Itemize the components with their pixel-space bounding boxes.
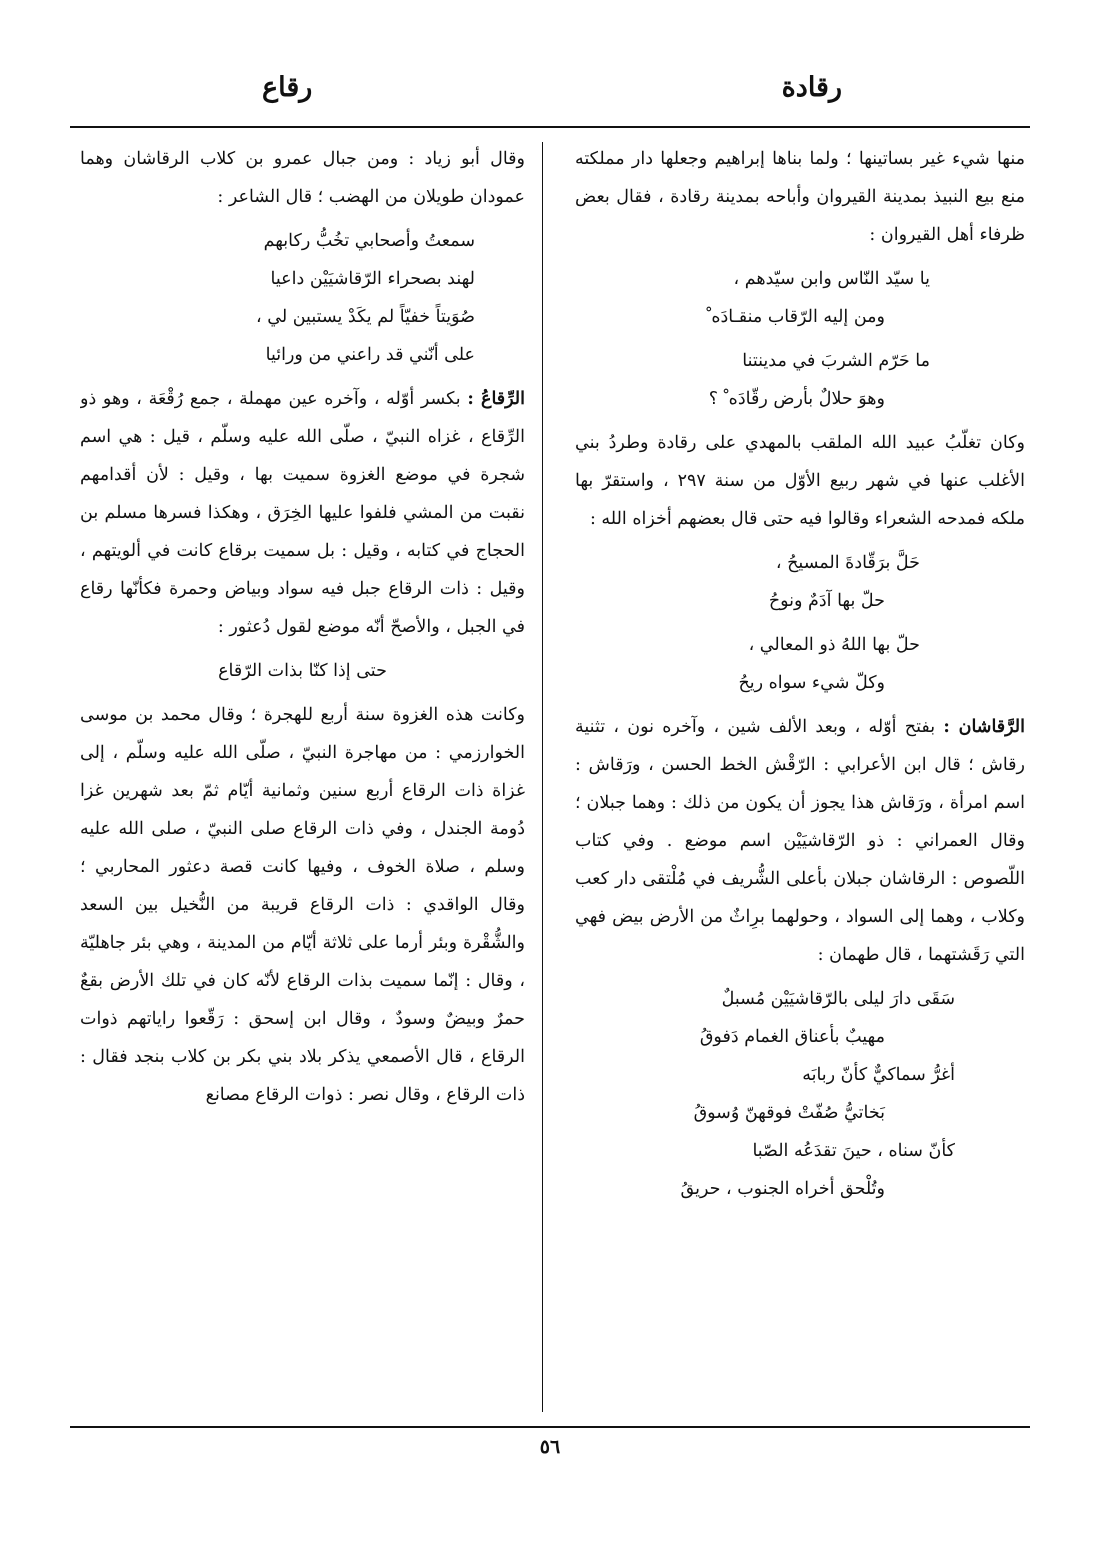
- verse-line: سَقَى دارَ ليلى بالرّقاشيَيْن مُسبلٌ: [721, 989, 955, 1009]
- verse-line: بَخاتيُّ صُفّتْ فوقهنّ وُسوقُ: [693, 1103, 885, 1123]
- verse-line: وكلّ شيء سواه ريحُ: [738, 673, 885, 693]
- left-column: [80, 140, 525, 1415]
- verse-line: يا سيّد النّاس وابن سيّدهم ،: [733, 269, 930, 289]
- verse-line: وهوَ حلالٌ بأرض رقّادَه ْ ؟: [708, 389, 885, 409]
- verse-line: حلّ بها آدَمٌ ونوحُ: [768, 591, 885, 611]
- verse-line: حلّ بها اللهُ ذو المعالي ،: [748, 635, 920, 655]
- page-number: ٥٦: [539, 1436, 561, 1458]
- right-column: [575, 140, 1025, 1415]
- verse-line: حَلَّ برَقّادةَ المسيحُ ،: [775, 553, 920, 573]
- verse-line: على أنّني قد راعني من ورائيا: [265, 345, 475, 365]
- verse-line: وتُلْحق أخراه الجنوب ، حريقُ: [680, 1179, 885, 1199]
- verse-line: سمعتُ وأصحابي تخُبُّ ركابهم: [263, 231, 475, 251]
- header-rule: [70, 126, 1030, 128]
- verse-line: ما حَرّم الشربَ في مدينتنا: [742, 351, 930, 371]
- running-header-left: رقاع: [262, 72, 313, 103]
- verse-line: صُوَيتاً خفيّاً لم يكَدْ يستبين لي ،: [256, 307, 475, 327]
- footer-rule: [70, 1426, 1030, 1428]
- dictionary-entry: [575, 708, 1025, 974]
- running-header-right: رقادة: [781, 72, 842, 103]
- verse-line: لهند بصحراء الرّقاشيَيْن داعيا: [270, 269, 475, 289]
- entry-text: بكسر أوّله ، وآخره عين مهملة ، جمع رُقْعَة ، وهو ذو الرِّقاع ، غزاه النبيّ ، صلّى الله عليه وسلّم ، قيل : هي اسم شجرة في موضع الغزوة سميت بها ، وقيل : لأن أقدامهم نقبت من المشي فلفوا عليها الخِرَق ، وهكذا فسرها مسلم بن الحجاج في كتابه ، وقيل : بل سميت برقاع كانت في ألويتهم ، وقيل : ذات الرقاع جبل فيه سواد وبياض وحمرة فكأنّها رقاع في الجبل ، والأصحّ أنّه موضع لقول دُعثور :: [80, 389, 525, 637]
- paragraph: وكانت هذه الغزوة سنة أربع للهجرة ؛ وقال محمد بن موسى الخوارزمي : من مهاجرة النبيّ ، صلّى الله عليه وسلّم ، إلى غزاة ذات الرقاع أربع سنين وثمانية أيّام ثمّ بعد شهرين غزا دُومة الجندل ، وفي ذات الرقاع صلى النبيّ ، صلى الله عليه وسلم ، صلاة الخوف ، وفيها كانت قصة دعثور المحاربي ؛ وقال الواقدي : ذات الرقاع قريبة من النُّخيل بين السعد والشُّقْرة وبئر أرما على ثلاثة أيّام من المدينة ، وهي بئر جاهليّة ، وقال : إنّما سميت بذات الرقاع لأنّه كان في تلك الأرض بقعٌ حمرٌ وبيضٌ وسودٌ ، وقال ابن إسحق : رَقّعوا راياتهم ذوات الرقاع ، قال الأصمعي يذكر بلاد بني بكر بن كلاب بنجد فقال : ذات الرقاع ، وقال نصر : ذوات الرقاع مصانع: [80, 705, 525, 1105]
- paragraph: وكان تغلّبُ عبيد الله الملقب بالمهدي على رقادة وطردُ بني الأغلب عنها في شهر ربيع الأوّل من سنة ٢٩٧ ، واستقرّ بها ملكه فمدحه الشعراء وقالوا فيه حتى قال بعضهم أخزاه الله :: [575, 433, 1025, 529]
- paragraph: منها شيء غير بساتينها ؛ ولما بناها إبراهيم وجعلها دار مملكته منع بيع النبيذ بمدينة القيروان وأباحه بمدينة رقادة ، فقال بعض ظرفاء أهل القيروان :: [575, 149, 1025, 245]
- verse-line: حتى إذا كنّا بذات الرّقاع: [218, 661, 387, 681]
- column-divider: [542, 142, 543, 1412]
- dictionary-entry: [80, 380, 525, 646]
- verse-line: كأنّ سناه ، حينَ تقدَعُه الصّبا: [752, 1141, 955, 1161]
- entry-headword: الرِّقاعُ :: [467, 389, 525, 409]
- verse-line: مهيبٌ بأعناق الغمام دَفوقُ: [699, 1027, 885, 1047]
- entry-text: بفتح أوّله ، وبعد الألف شين ، وآخره نون ، تثنية رقاش ؛ قال ابن الأعرابي : الرّقْش الخط الحسن ، ورَقاش : اسم امرأة ، ورَقاش هذا يجوز أن يكون من ذلك : وهما جبلان ؛ وقال العمراني : ذو الرّقاشيَيْن اسم موضع . وفي كتاب اللّصوص : الرقاشان جبلان بأعلى الشُّريف في مُلْتقى دار كعب وكلاب ، وهما إلى السواد ، وحولهما برِاثٌ من الأرض بيض فهي التي رَقَشتهما ، قال طهمان :: [575, 717, 1025, 965]
- verse-line: ومن إليه الرّقاب منقـادَه ْ: [706, 307, 885, 327]
- verse-line: أغرُّ سماكيٌّ كأنّ ربابَه: [802, 1065, 955, 1085]
- paragraph: وقال أبو زياد : ومن جبال عمرو بن كلاب الرقاشان وهما عمودان طويلان من الهضب ؛ قال الشاعر :: [80, 149, 525, 207]
- entry-headword: الرَّقاشان :: [943, 717, 1025, 737]
